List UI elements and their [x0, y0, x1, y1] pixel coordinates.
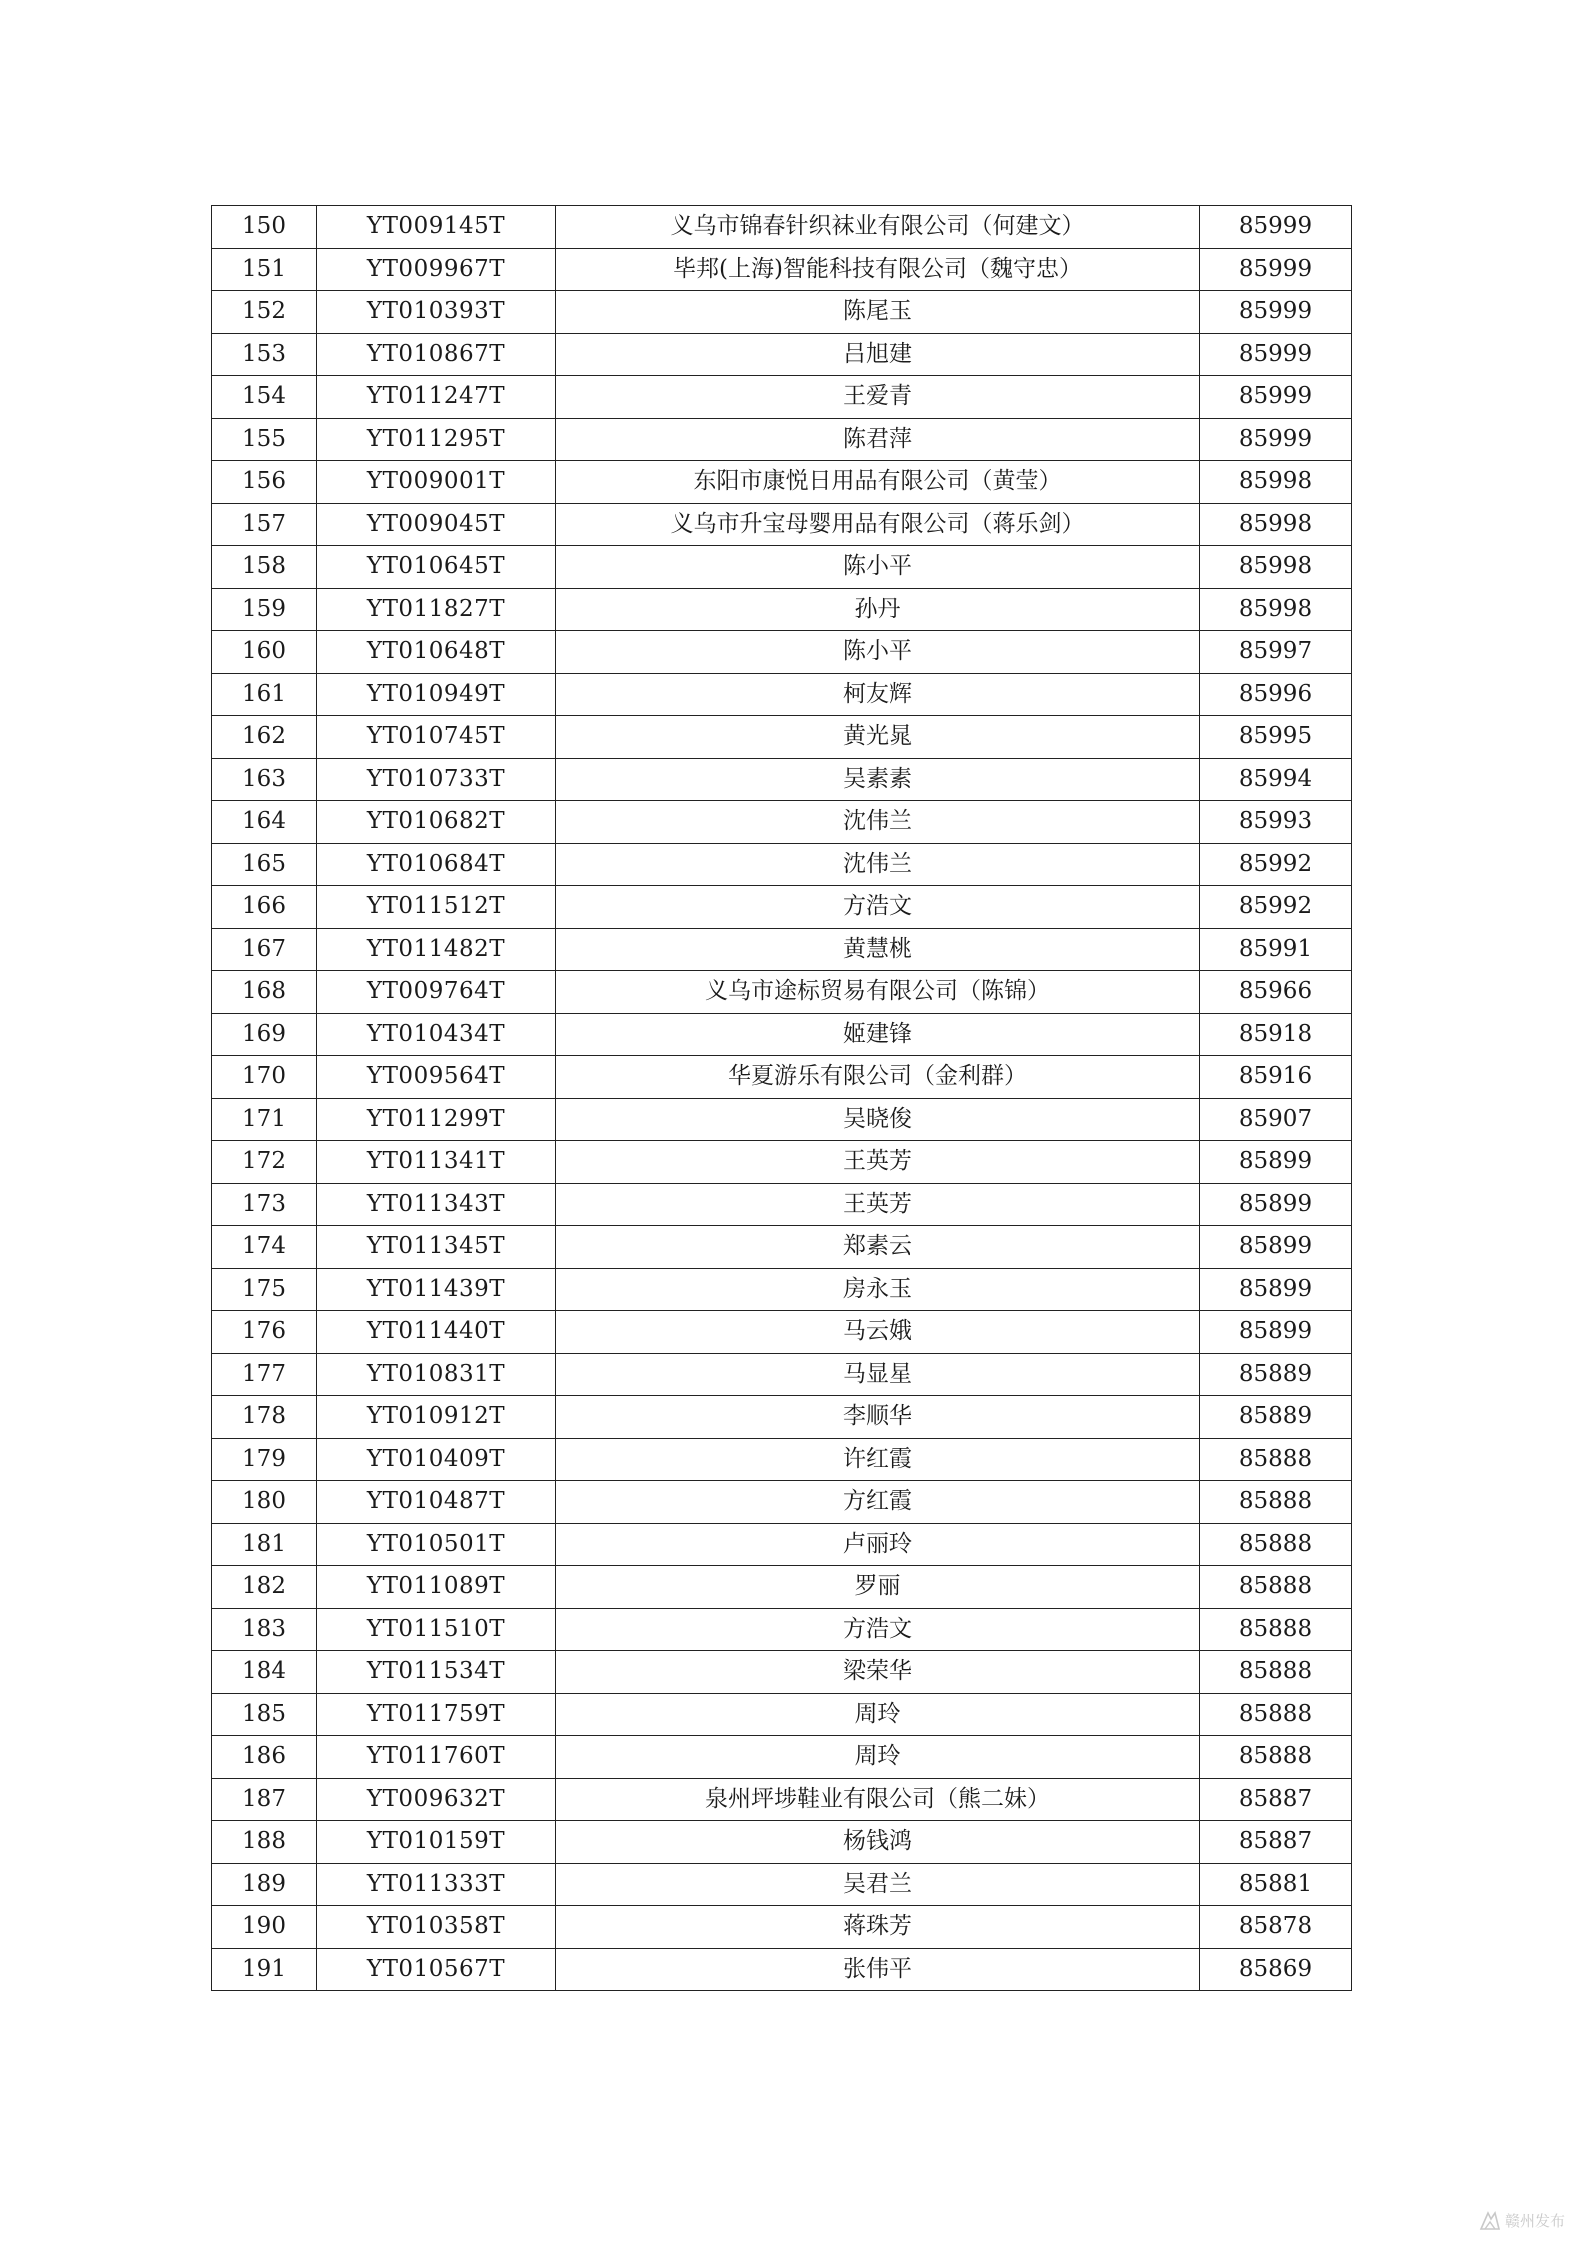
name-cell: 罗丽: [556, 1566, 1200, 1609]
name-cell: 黄慧桃: [556, 928, 1200, 971]
code-cell: YT011343T: [317, 1183, 556, 1226]
code-cell: YT010867T: [317, 333, 556, 376]
code-cell: YT010648T: [317, 631, 556, 674]
code-cell: YT011295T: [317, 418, 556, 461]
code-cell: YT011534T: [317, 1651, 556, 1694]
name-cell: 王英芳: [556, 1183, 1200, 1226]
name-cell: 马显星: [556, 1353, 1200, 1396]
score-cell: 85869: [1200, 1948, 1352, 1991]
name-cell: 孙丹: [556, 588, 1200, 631]
score-cell: 85916: [1200, 1056, 1352, 1099]
table-row: [212, 673, 1352, 716]
code-cell: YT011512T: [317, 886, 556, 929]
rank-cell: 175: [212, 1268, 317, 1311]
table-row: [212, 1056, 1352, 1099]
score-cell: 85999: [1200, 376, 1352, 419]
watermark-text: 赣州发布: [1504, 2212, 1565, 2230]
rank-cell: 163: [212, 758, 317, 801]
table-row: [212, 1141, 1352, 1184]
name-cell: 陈小平: [556, 546, 1200, 589]
name-cell: 吴晓俊: [556, 1098, 1200, 1141]
name-cell: 王爱青: [556, 376, 1200, 419]
code-cell: YT010501T: [317, 1523, 556, 1566]
rank-cell: 186: [212, 1736, 317, 1779]
code-cell: YT009967T: [317, 248, 556, 291]
rank-cell: 174: [212, 1226, 317, 1269]
name-cell: 陈小平: [556, 631, 1200, 674]
code-cell: YT010434T: [317, 1013, 556, 1056]
results-table: [211, 205, 1352, 1991]
table-row: [212, 206, 1352, 249]
rank-cell: 191: [212, 1948, 317, 1991]
score-cell: 85999: [1200, 248, 1352, 291]
name-cell: 义乌市升宝母婴用品有限公司（蒋乐剑）: [556, 503, 1200, 546]
table-row: [212, 461, 1352, 504]
name-cell: 梁荣华: [556, 1651, 1200, 1694]
name-cell: 东阳市康悦日用品有限公司（黄莹）: [556, 461, 1200, 504]
table-row: [212, 843, 1352, 886]
rank-cell: 182: [212, 1566, 317, 1609]
code-cell: YT011089T: [317, 1566, 556, 1609]
rank-cell: 183: [212, 1608, 317, 1651]
rank-cell: 166: [212, 886, 317, 929]
name-cell: 蒋珠芳: [556, 1906, 1200, 1949]
table-row: [212, 291, 1352, 334]
code-cell: YT010831T: [317, 1353, 556, 1396]
score-cell: 85888: [1200, 1523, 1352, 1566]
table-row: [212, 971, 1352, 1014]
name-cell: 陈君萍: [556, 418, 1200, 461]
code-cell: YT009045T: [317, 503, 556, 546]
score-cell: 85899: [1200, 1311, 1352, 1354]
rank-cell: 178: [212, 1396, 317, 1439]
name-cell: 卢丽玲: [556, 1523, 1200, 1566]
table-row: [212, 1311, 1352, 1354]
table-row: [212, 1481, 1352, 1524]
score-cell: 85888: [1200, 1438, 1352, 1481]
name-cell: 方浩文: [556, 1608, 1200, 1651]
name-cell: 张伟平: [556, 1948, 1200, 1991]
name-cell: 周玲: [556, 1736, 1200, 1779]
name-cell: 方浩文: [556, 886, 1200, 929]
code-cell: YT010487T: [317, 1481, 556, 1524]
code-cell: YT010912T: [317, 1396, 556, 1439]
code-cell: YT011341T: [317, 1141, 556, 1184]
code-cell: YT011759T: [317, 1693, 556, 1736]
rank-cell: 190: [212, 1906, 317, 1949]
table-row: [212, 1651, 1352, 1694]
table-row: [212, 1863, 1352, 1906]
rank-cell: 158: [212, 546, 317, 589]
table-row: [212, 1098, 1352, 1141]
score-cell: 85888: [1200, 1566, 1352, 1609]
name-cell: 柯友辉: [556, 673, 1200, 716]
table-row: [212, 1736, 1352, 1779]
table-row: [212, 1353, 1352, 1396]
score-cell: 85887: [1200, 1821, 1352, 1864]
rank-cell: 167: [212, 928, 317, 971]
watermark-logo-icon: [1479, 2211, 1501, 2231]
score-cell: 85995: [1200, 716, 1352, 759]
name-cell: 吴君兰: [556, 1863, 1200, 1906]
name-cell: 沈伟兰: [556, 801, 1200, 844]
rank-cell: 170: [212, 1056, 317, 1099]
score-cell: 85888: [1200, 1736, 1352, 1779]
table-row: [212, 758, 1352, 801]
score-cell: 85994: [1200, 758, 1352, 801]
watermark: [1479, 2210, 1565, 2231]
table-row: [212, 1226, 1352, 1269]
score-cell: 85999: [1200, 333, 1352, 376]
document-page: [211, 205, 1351, 1991]
table-row: [212, 1268, 1352, 1311]
table-row: [212, 546, 1352, 589]
score-cell: 85999: [1200, 418, 1352, 461]
rank-cell: 187: [212, 1778, 317, 1821]
table-row: [212, 376, 1352, 419]
table-row: [212, 248, 1352, 291]
table-row: [212, 1013, 1352, 1056]
rank-cell: 185: [212, 1693, 317, 1736]
table-row: [212, 928, 1352, 971]
name-cell: 许红霞: [556, 1438, 1200, 1481]
code-cell: YT011333T: [317, 1863, 556, 1906]
code-cell: YT010684T: [317, 843, 556, 886]
code-cell: YT010358T: [317, 1906, 556, 1949]
rank-cell: 162: [212, 716, 317, 759]
table-row: [212, 418, 1352, 461]
table-row: [212, 801, 1352, 844]
name-cell: 方红霞: [556, 1481, 1200, 1524]
table-row: [212, 333, 1352, 376]
score-cell: 85888: [1200, 1693, 1352, 1736]
name-cell: 周玲: [556, 1693, 1200, 1736]
table-row: [212, 716, 1352, 759]
name-cell: 黄光晁: [556, 716, 1200, 759]
name-cell: 杨钱鸿: [556, 1821, 1200, 1864]
score-cell: 85997: [1200, 631, 1352, 674]
score-cell: 85888: [1200, 1651, 1352, 1694]
rank-cell: 168: [212, 971, 317, 1014]
score-cell: 85998: [1200, 546, 1352, 589]
rank-cell: 150: [212, 206, 317, 249]
score-cell: 85889: [1200, 1353, 1352, 1396]
code-cell: YT010949T: [317, 673, 556, 716]
rank-cell: 152: [212, 291, 317, 334]
rank-cell: 176: [212, 1311, 317, 1354]
name-cell: 吕旭建: [556, 333, 1200, 376]
rank-cell: 171: [212, 1098, 317, 1141]
rank-cell: 153: [212, 333, 317, 376]
rank-cell: 157: [212, 503, 317, 546]
table-row: [212, 1608, 1352, 1651]
rank-cell: 188: [212, 1821, 317, 1864]
code-cell: YT011345T: [317, 1226, 556, 1269]
table-row: [212, 1948, 1352, 1991]
name-cell: 华夏游乐有限公司（金利群）: [556, 1056, 1200, 1099]
score-cell: 85881: [1200, 1863, 1352, 1906]
rank-cell: 164: [212, 801, 317, 844]
rank-cell: 154: [212, 376, 317, 419]
score-cell: 85878: [1200, 1906, 1352, 1949]
code-cell: YT010733T: [317, 758, 556, 801]
rank-cell: 184: [212, 1651, 317, 1694]
rank-cell: 173: [212, 1183, 317, 1226]
name-cell: 房永玉: [556, 1268, 1200, 1311]
score-cell: 85899: [1200, 1226, 1352, 1269]
table-row: [212, 1566, 1352, 1609]
code-cell: YT009145T: [317, 206, 556, 249]
score-cell: 85887: [1200, 1778, 1352, 1821]
rank-cell: 180: [212, 1481, 317, 1524]
name-cell: 陈尾玉: [556, 291, 1200, 334]
name-cell: 泉州坪埗鞋业有限公司（熊二妹）: [556, 1778, 1200, 1821]
score-cell: 85899: [1200, 1183, 1352, 1226]
code-cell: YT010682T: [317, 801, 556, 844]
name-cell: 李顺华: [556, 1396, 1200, 1439]
rank-cell: 189: [212, 1863, 317, 1906]
code-cell: YT011482T: [317, 928, 556, 971]
score-cell: 85907: [1200, 1098, 1352, 1141]
table-row: [212, 1523, 1352, 1566]
score-cell: 85998: [1200, 503, 1352, 546]
rank-cell: 177: [212, 1353, 317, 1396]
code-cell: YT009001T: [317, 461, 556, 504]
code-cell: YT011827T: [317, 588, 556, 631]
score-cell: 85918: [1200, 1013, 1352, 1056]
name-cell: 义乌市锦春针织袜业有限公司（何建文）: [556, 206, 1200, 249]
score-cell: 85888: [1200, 1608, 1352, 1651]
rank-cell: 159: [212, 588, 317, 631]
table-row: [212, 1183, 1352, 1226]
code-cell: YT010159T: [317, 1821, 556, 1864]
rank-cell: 160: [212, 631, 317, 674]
code-cell: YT011439T: [317, 1268, 556, 1311]
code-cell: YT011510T: [317, 1608, 556, 1651]
score-cell: 85899: [1200, 1268, 1352, 1311]
score-cell: 85889: [1200, 1396, 1352, 1439]
table-row: [212, 1778, 1352, 1821]
code-cell: YT011760T: [317, 1736, 556, 1779]
rank-cell: 181: [212, 1523, 317, 1566]
name-cell: 马云娥: [556, 1311, 1200, 1354]
table-row: [212, 588, 1352, 631]
code-cell: YT011247T: [317, 376, 556, 419]
score-cell: 85888: [1200, 1481, 1352, 1524]
code-cell: YT011440T: [317, 1311, 556, 1354]
code-cell: YT010745T: [317, 716, 556, 759]
table-row: [212, 1821, 1352, 1864]
score-cell: 85992: [1200, 843, 1352, 886]
table-row: [212, 886, 1352, 929]
score-cell: 85998: [1200, 588, 1352, 631]
table-row: [212, 1693, 1352, 1736]
name-cell: 沈伟兰: [556, 843, 1200, 886]
code-cell: YT010409T: [317, 1438, 556, 1481]
rank-cell: 156: [212, 461, 317, 504]
score-cell: 85999: [1200, 206, 1352, 249]
code-cell: YT009564T: [317, 1056, 556, 1099]
rank-cell: 151: [212, 248, 317, 291]
results-table-body: [212, 206, 1352, 1991]
rank-cell: 169: [212, 1013, 317, 1056]
code-cell: YT009764T: [317, 971, 556, 1014]
name-cell: 郑素云: [556, 1226, 1200, 1269]
rank-cell: 161: [212, 673, 317, 716]
rank-cell: 165: [212, 843, 317, 886]
code-cell: YT010567T: [317, 1948, 556, 1991]
table-row: [212, 503, 1352, 546]
name-cell: 王英芳: [556, 1141, 1200, 1184]
score-cell: 85996: [1200, 673, 1352, 716]
table-row: [212, 631, 1352, 674]
table-row: [212, 1438, 1352, 1481]
rank-cell: 155: [212, 418, 317, 461]
code-cell: YT010393T: [317, 291, 556, 334]
code-cell: YT010645T: [317, 546, 556, 589]
table-row: [212, 1906, 1352, 1949]
table-row: [212, 1396, 1352, 1439]
rank-cell: 172: [212, 1141, 317, 1184]
name-cell: 义乌市途标贸易有限公司（陈锦）: [556, 971, 1200, 1014]
score-cell: 85991: [1200, 928, 1352, 971]
score-cell: 85999: [1200, 291, 1352, 334]
code-cell: YT011299T: [317, 1098, 556, 1141]
score-cell: 85899: [1200, 1141, 1352, 1184]
code-cell: YT009632T: [317, 1778, 556, 1821]
score-cell: 85966: [1200, 971, 1352, 1014]
name-cell: 姬建锋: [556, 1013, 1200, 1056]
score-cell: 85993: [1200, 801, 1352, 844]
name-cell: 吴素素: [556, 758, 1200, 801]
rank-cell: 179: [212, 1438, 317, 1481]
name-cell: 毕邦(上海)智能科技有限公司（魏守忠）: [556, 248, 1200, 291]
score-cell: 85992: [1200, 886, 1352, 929]
score-cell: 85998: [1200, 461, 1352, 504]
